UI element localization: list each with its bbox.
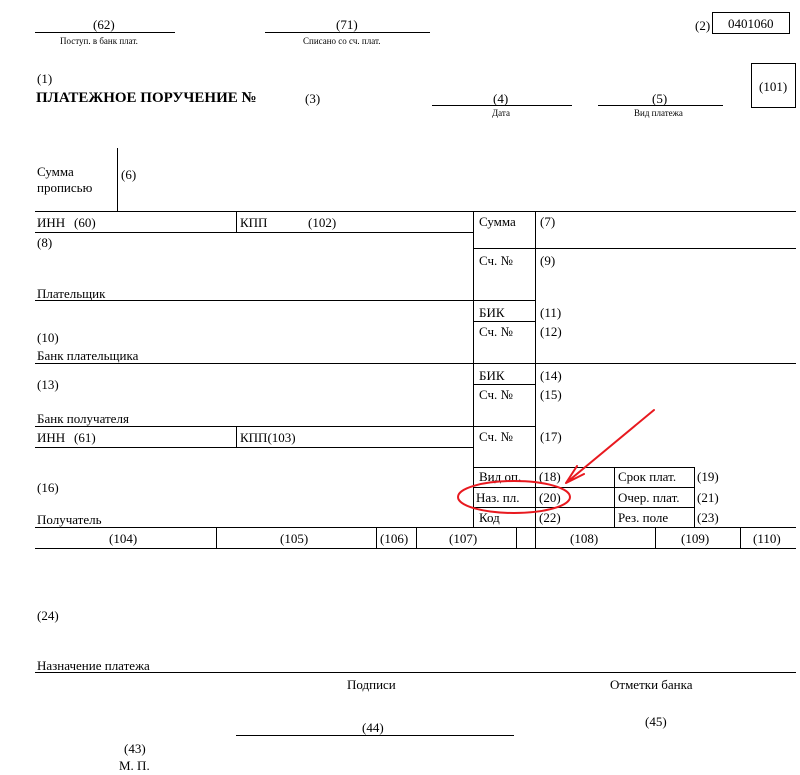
budget-divider-3	[416, 527, 417, 548]
field-105: (105)	[280, 531, 309, 546]
account-label-2: Сч. №	[479, 324, 513, 339]
grid-line-384	[473, 384, 535, 385]
budget-divider-2	[376, 527, 377, 548]
field-101: (101)	[759, 79, 788, 94]
budget-divider-1	[216, 527, 217, 548]
field-12: (12)	[540, 324, 562, 339]
field-2: (2)	[695, 18, 711, 33]
field-10: (10)	[37, 330, 59, 345]
field-21: (21)	[697, 490, 719, 505]
budget-divider-6	[740, 527, 741, 548]
inn-kpp-divider-2	[236, 426, 237, 447]
document-title: ПЛАТЕЖНОЕ ПОРУЧЕНИЕ №	[36, 90, 257, 106]
bank-marks-label: Отметки банка	[610, 677, 693, 692]
field-107: (107)	[449, 531, 478, 546]
field-7: (7)	[540, 214, 556, 229]
sum-label: Сумма	[479, 214, 516, 229]
field-110: (110)	[753, 531, 781, 546]
bik-label-2: БИК	[479, 368, 505, 383]
field-104: (104)	[109, 531, 138, 546]
grid-line-467	[473, 467, 695, 468]
payer-label: Плательщик	[37, 286, 106, 301]
field-6: (6)	[121, 167, 137, 182]
grid-line-507	[473, 507, 695, 508]
grid-line-300	[35, 300, 535, 301]
grid-line-548	[35, 548, 796, 549]
signature-line	[236, 735, 514, 736]
payment-purpose-code-label: Наз. пл.	[476, 490, 520, 505]
payment-priority-label: Очер. плат.	[618, 490, 680, 505]
field-11: (11)	[540, 305, 562, 320]
field-60: (60)	[74, 215, 96, 230]
grid-line-487	[473, 487, 695, 488]
payer-bank-label: Банк плательщика	[37, 348, 139, 363]
field-14: (14)	[540, 368, 562, 383]
field-15: (15)	[540, 387, 562, 402]
field-13: (13)	[37, 377, 59, 392]
code-divider-2	[694, 467, 695, 527]
field-8: (8)	[37, 235, 53, 250]
form-code: 0401060	[728, 16, 774, 31]
payer-inn-label: ИНН	[37, 215, 66, 230]
grid-line-248	[473, 248, 796, 249]
payee-kpp-label: КПП(103)	[240, 430, 296, 445]
amount-words-divider	[117, 148, 118, 211]
field-19: (19)	[697, 469, 719, 484]
debited-date-line	[265, 32, 430, 33]
code-divider	[614, 467, 615, 527]
inn-kpp-divider	[236, 211, 237, 232]
purpose-line	[35, 672, 796, 673]
grid-line-447	[35, 447, 473, 448]
payee-bank-label: Банк получателя	[37, 411, 129, 426]
budget-divider-5	[655, 527, 656, 548]
debited-caption: Списано со сч. плат.	[303, 36, 381, 46]
field-18: (18)	[539, 469, 561, 484]
right-vertical-divider	[535, 211, 536, 548]
field-4: (4)	[493, 91, 509, 106]
field-43: (43)	[124, 741, 146, 756]
payment-term-label: Срок плат.	[618, 469, 677, 484]
field-106: (106)	[380, 531, 409, 546]
grid-line-363	[35, 363, 796, 364]
field-109: (109)	[681, 531, 710, 546]
signatures-label: Подписи	[347, 677, 396, 692]
account-label-4: Сч. №	[479, 429, 513, 444]
field-102: (102)	[308, 215, 337, 230]
account-label-3: Сч. №	[479, 387, 513, 402]
received-caption: Поступ. в банк плат.	[60, 36, 138, 46]
field-3: (3)	[305, 91, 321, 106]
reserve-field-label: Рез. поле	[618, 510, 669, 525]
field-5: (5)	[652, 91, 668, 106]
stamp-label: М. П.	[119, 758, 150, 773]
field-45: (45)	[645, 714, 667, 729]
purpose-label: Назначение платежа	[37, 658, 150, 673]
grid-line-321	[473, 321, 535, 322]
bik-label-1: БИК	[479, 305, 505, 320]
field-16: (16)	[37, 480, 59, 495]
date-caption: Дата	[492, 108, 510, 118]
amount-words-label-1: Сумма	[37, 164, 74, 179]
operation-type-label: Вид оп.	[479, 469, 522, 484]
grid-line-232	[35, 232, 473, 233]
code-label: Код	[479, 510, 500, 525]
payer-kpp-label: КПП	[240, 215, 268, 230]
field-61: (61)	[74, 430, 96, 445]
amount-words-label-2: прописью	[37, 180, 93, 195]
budget-divider-4	[516, 527, 517, 548]
field-62: (62)	[93, 17, 115, 32]
payee-inn-label: ИНН	[37, 430, 66, 445]
field-44: (44)	[362, 720, 384, 735]
payment-type-caption: Вид платежа	[634, 108, 683, 118]
field-9: (9)	[540, 253, 556, 268]
payee-label: Получатель	[37, 512, 102, 527]
field-20: (20)	[539, 490, 561, 505]
main-vertical-divider	[473, 211, 474, 527]
field-1: (1)	[37, 71, 53, 86]
grid-line-426	[35, 426, 535, 427]
received-date-line	[35, 32, 175, 33]
account-label-1: Сч. №	[479, 253, 513, 268]
field-24: (24)	[37, 608, 59, 623]
field-17: (17)	[540, 429, 562, 444]
field-22: (22)	[539, 510, 561, 525]
field-23: (23)	[697, 510, 719, 525]
field-108: (108)	[570, 531, 599, 546]
field-71: (71)	[336, 17, 358, 32]
grid-line-211	[35, 211, 796, 212]
